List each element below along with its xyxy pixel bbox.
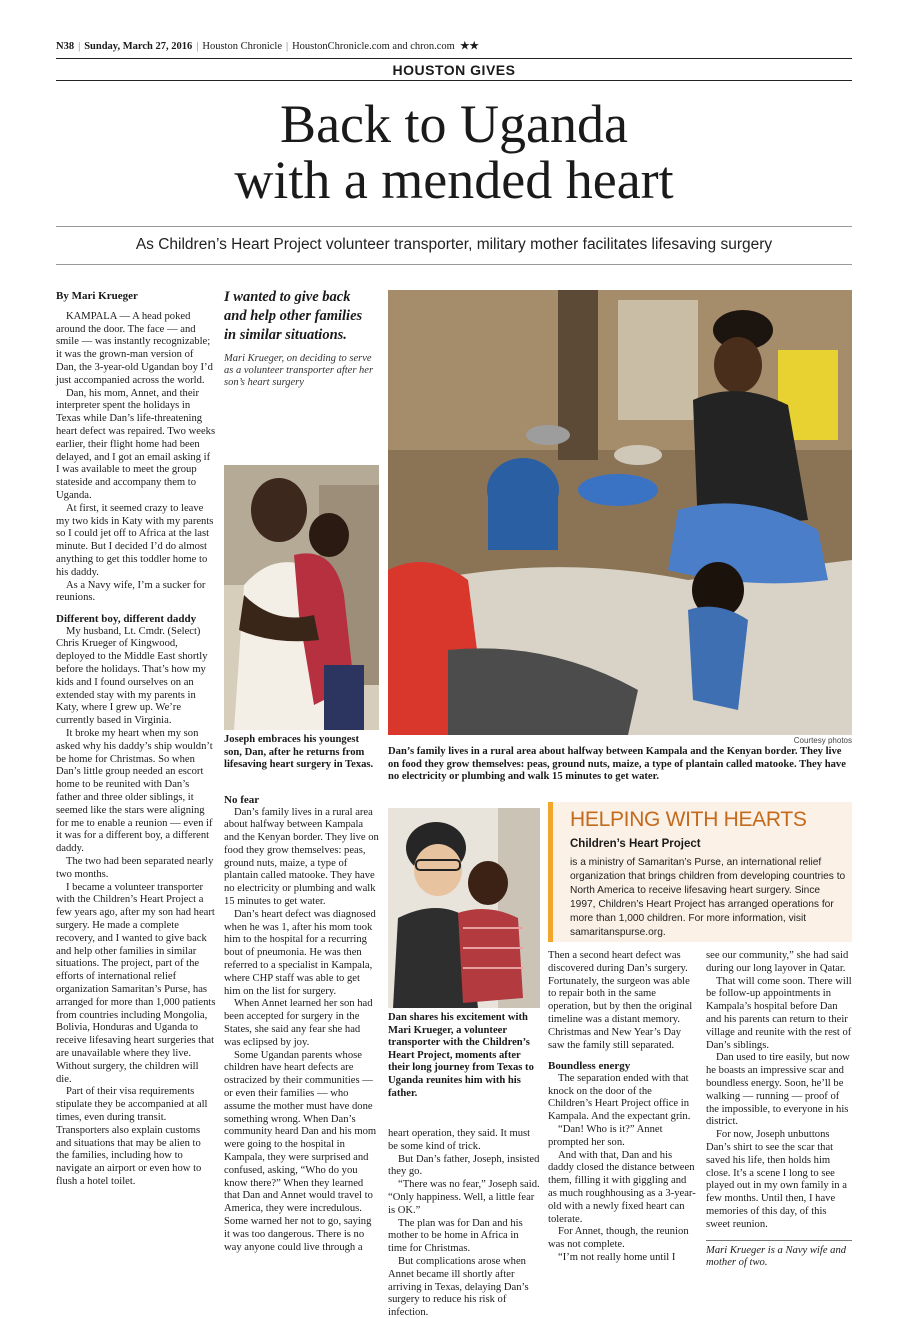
- author-tagline: Mari Krueger is a Navy wife and mother of two.: [706, 1244, 847, 1269]
- info-box-title: HELPING WITH HEARTS: [570, 808, 807, 831]
- paragraph: As a Navy wife, I’m a sucker for reunions.: [56, 579, 206, 604]
- paragraph: “There was no fear,” Joseph said. “Only happiness. Well, a little fear is OK.”: [388, 1179, 540, 1216]
- paragraph: The two had been separated nearly two months.: [56, 855, 214, 880]
- pull-quote: [224, 288, 374, 389]
- paragraph: But complications arose when Annet became ill shortly after arriving in Texas, delaying Dan’s surgery to reduce his risk of infection.: [388, 1255, 529, 1318]
- subhead: Boundless energy: [548, 1060, 631, 1073]
- paragraph: For Annet, though, the reunion was not complete.: [548, 1226, 689, 1251]
- paragraph: Dan’s heart defect was diagnosed when he was 1, after his mom took him to the hospital for a recurring bout of pneumonia. He was then referred to a specialist in Kampala, where CHP staff was able to get him on the list for surgery.: [224, 908, 376, 997]
- paragraph: I became a volunteer transporter with the Children’s Heart Project a few years ago, after my son had heart surgery. He made a complete recovery, and I wanted to give back and help other families in similar situations. The project, part of the efforts of international relief organization Samaritan’s Purse, has arranged for more than 1,000 patients from countries including Mongolia, Bolivia, Honduras and Uganda to receive lifesaving heart surgeries that are unavailable where they live. Without surgery, the children will die.: [56, 881, 216, 1085]
- info-box-subtitle: Children’s Heart Project: [570, 838, 701, 850]
- folio-rule: [56, 58, 852, 59]
- subhead: No fear: [224, 794, 260, 806]
- headline-line-1: Back to Uganda: [280, 94, 628, 154]
- photo-dan-and-mari: [388, 808, 540, 1008]
- photo-3-caption: Dan shares his excitement with Mari Krueger, a volunteer transporter with the Children’s Heart Project, moments after their long journey from Texas to Uganda reunites him with his father.: [388, 1012, 534, 1099]
- paragraph: When Annet learned her son had been accepted for surgery in the States, she said any fear she had was eclipsed by joy.: [224, 998, 373, 1048]
- paragraph: Dan, his mom, Annet, and their interpreter spent the holidays in Texas while Dan’s life-threatening heart defect was repaired. Two weeks earlier, their flight home had been delayed, and I got an email asking if I was available to meet the group stateside and accompany them to Uganda.: [56, 387, 216, 501]
- section-label: HOUSTON GIVES: [392, 62, 516, 78]
- photo-family-home-image: [388, 290, 852, 735]
- dek: As Children’s Heart Project volunteer transporter, military mother facilitates lifesaving surgery: [135, 236, 773, 253]
- pull-quote-text: I wanted to give back and help other families in similar situations.: [224, 289, 363, 343]
- paragraph: Dan’s family lives in a rural area about halfway between Kampala and the Kenyan border. They live on food they grow themselves: peas, ground nuts, maize, a type of plantain called matooke. They have no electricity or plumbing and walk 15 minutes to get water.: [224, 806, 379, 908]
- paragraph: At first, it seemed crazy to leave my two kids in Katy with my parents so I could jet off to Africa at the last minute. But I decided I’d do almost anything to get this toddler home to his daddy.: [56, 502, 214, 578]
- paragraph: Some Ugandan parents whose children have heart defects are ostracized by their communities — or even their families — who assume the mother must have done something wrong. When Dan’s community heard Dan and his mom were going to the hospital in Kampala, they were surprised and confused, asking, “Who do you know there?” When they learned that Dan and Annet would travel to America, they were incredulous. Some warned her not to go, saying it was too dangerous. There is no way anyone could live through a: [224, 1049, 377, 1253]
- paragraph: KAMPALA — A head poked around the door. The face — and smile — was instantly recognizable; it was the grown-man version of Dan, the 3-year-old Ugandan boy I’d just accompanied across the world.: [56, 310, 213, 386]
- photo-credit: Courtesy photos: [793, 736, 852, 745]
- paragraph: For now, Joseph unbuttons Dan’s shirt to see the scar that saved his life, then holds him close. It’s a scene I long to see played out in my own family in a few months. Until then, I have memories of this day, of this sweet reunion.: [706, 1129, 847, 1230]
- paragraph: And with that, Dan and his daddy closed the distance between them, filling it with giggling and as much roughhousing as a 3-year-old with a newly fixed heart can tolerate.: [548, 1149, 696, 1225]
- info-box-body: is a ministry of Samaritan’s Purse, an international relief organization that brings children from developing countries to North America to receive lifesaving heart surgery. Since 1997, Children’s Heart Project has arranged operations for more than 1,000 children. For more information, visit samaritanspurse.org.: [570, 857, 846, 938]
- page-number: N38: [56, 41, 75, 52]
- paragraph: Dan used to tire easily, but now he boasts an impressive scar and boundless energy. Soon, he’ll be walking — running — proof of the impossible, to everyone in his district.: [706, 1052, 850, 1128]
- photo-joseph-embraces-dan-image: [224, 465, 379, 730]
- photo-family-home: [388, 290, 852, 735]
- photo-joseph-embraces-dan: [224, 465, 379, 730]
- photo-dan-and-mari-image: [388, 808, 540, 1008]
- column-2: [224, 794, 379, 1254]
- paragraph: see our community,” she had said during our long layover in Qatar.: [706, 950, 849, 974]
- paragraph: It broke my heart when my son asked why his daddy’s ship wouldn’t be home for Christmas. So when Dan’s little group needed an escort home to be reunited with Dan’s father and three older siblings, it seemed like the stars were aligning for me to enable a reunion — even if it was for a different boy, a different daddy.: [56, 728, 213, 855]
- edition-stars: ★★: [460, 41, 479, 52]
- column-1: [56, 290, 216, 1189]
- pull-quote-attribution: Mari Krueger, on deciding to serve as a volunteer transporter after her son’s heart surgery: [224, 353, 374, 388]
- column-3: [388, 1128, 540, 1318]
- column-5: [706, 950, 852, 1270]
- issue-date: Sunday, March 27, 2016: [84, 41, 193, 52]
- subhead: Different boy, different daddy: [56, 613, 197, 626]
- paragraph: The plan was for Dan and his mother to be home in Africa in time for Christmas.: [388, 1217, 523, 1255]
- paragraph: The separation ended with that knock on the door of the Children’s Heart Project office in Kampala. And the expectant grin.: [548, 1072, 691, 1123]
- tagline-rule: [706, 1240, 852, 1271]
- paper-name: Houston Chronicle: [202, 41, 282, 52]
- paragraph: My husband, Lt. Cmdr. (Select) Chris Krueger of Kingwood, deployed to the Middle East shortly before the holidays. That’s how my kids and I found ourselves on an extended stay with my parents in Katy, where I grew up. We’re currently based in Virginia.: [56, 625, 208, 727]
- section-rule: [56, 80, 852, 81]
- info-box-helping-with-hearts: [548, 802, 852, 942]
- paragraph: Part of their visa requirements stipulate they be accompanied at all times, even during transit. Transporters also explain customs and situations that may be alien to the families, including how to navigate an airport or even how to flush a hotel toilet.: [56, 1086, 208, 1187]
- dek-rule-top: [56, 226, 852, 227]
- column-4: [548, 950, 696, 1265]
- byline: By Mari Krueger: [56, 290, 138, 302]
- info-box-accent-bar: [548, 802, 553, 942]
- paragraph: “Dan! Who is it?” Annet prompted her son.: [548, 1124, 663, 1148]
- headline: [56, 96, 852, 208]
- website: HoustonChronicle.com and chron.com: [292, 41, 455, 52]
- headline-line-2: with a mended heart: [234, 150, 674, 210]
- main-photo-caption: Dan’s family lives in a rural area about halfway between Kampala and the Kenyan border. They live on food they grow themselves: peas, ground nuts, maize, a type of plantain called matooke. They have no electricity or plumbing and walk 15 minutes to get water.: [388, 746, 846, 783]
- paragraph: Then a second heart defect was discovered during Dan’s surgery. Fortunately, the surgeon was able to repair both in the same operation, but by then the original timeline was a distant memory. Christmas and New Year’s Day saw the family still separated.: [548, 950, 693, 1051]
- paragraph: That will come soon. There will be follow-up appointments in Kampala’s hospital before Dan and his parents can return to their village and reunite with the rest of Dan’s siblings.: [706, 975, 852, 1051]
- paragraph: But Dan’s father, Joseph, insisted they go.: [388, 1153, 540, 1178]
- paragraph: heart operation, they said. It must be some kind of trick.: [388, 1128, 531, 1152]
- dek-rule-bottom: [56, 264, 852, 265]
- paragraph: “I’m not really home until I: [558, 1252, 676, 1264]
- photo-1-caption: Joseph embraces his youngest son, Dan, after he returns from lifesaving heart surgery in Texas.: [224, 734, 374, 771]
- folio: N38 | Sunday, March 27, 2016 | Houston Chronicle | HoustonChronicle.com and chron.com ★★: [56, 41, 479, 52]
